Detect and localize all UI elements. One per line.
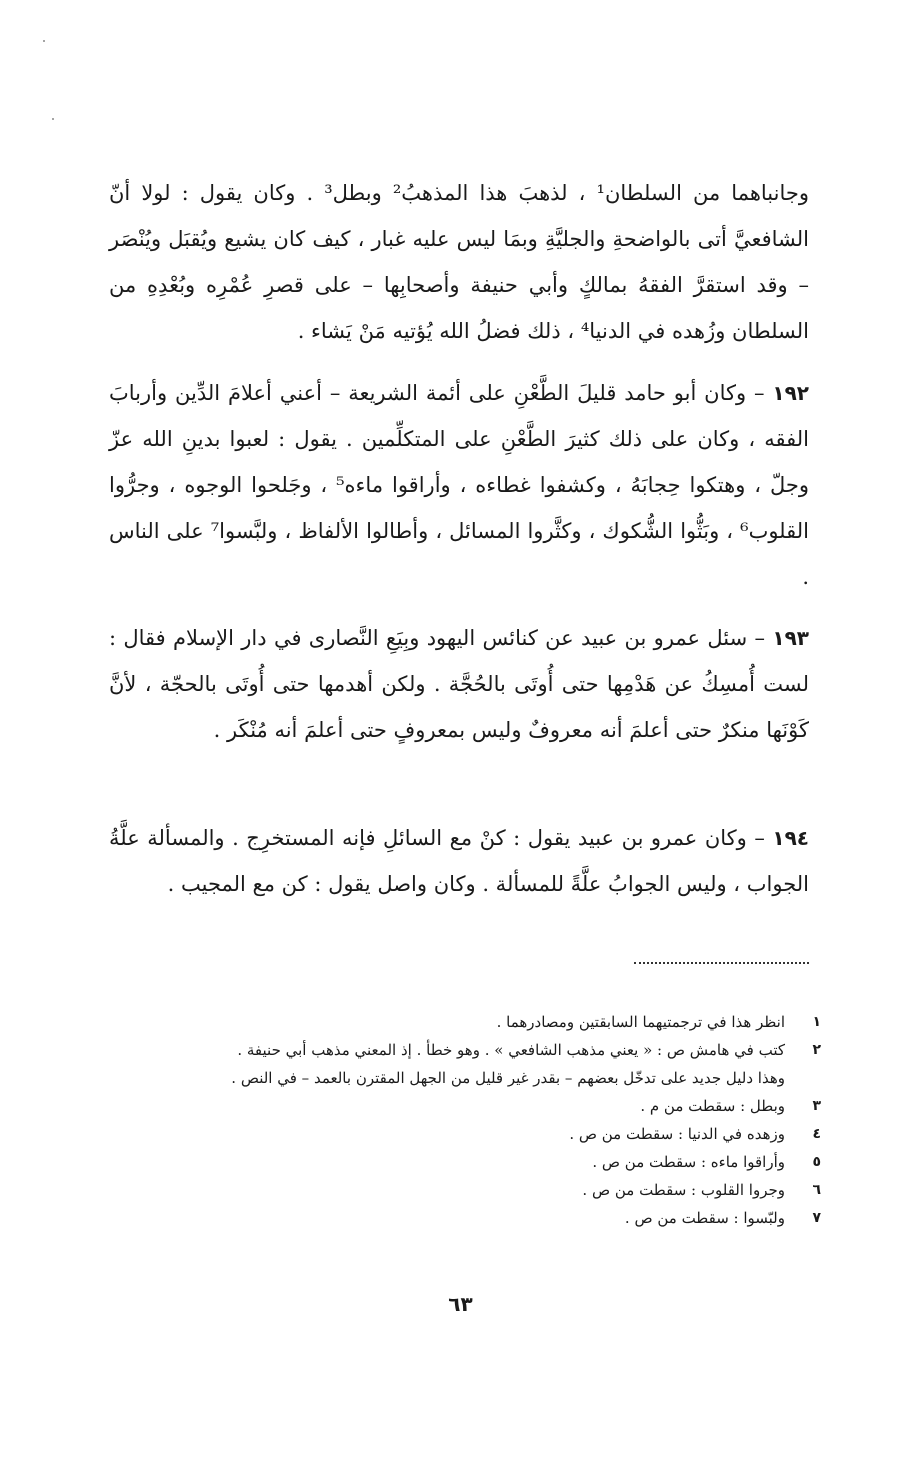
- page-number: ٦٣: [448, 1292, 473, 1316]
- paragraph-text: – وكان عمرو بن عبيد يقول : كنْ مع السائلِ فإنه المستخرِج . والمسألة علَّةُ الجواب ، وليس الجوابُ علَّةً للمسألة . وكان واصل يقول : كن مع المجيب .: [109, 826, 809, 896]
- paragraph-text: – سئل عمرو بن عبيد عن كنائس اليهود وبِيَعِ النَّصارى في دار الإسلام فقال : لست أُمسِكُ عن هَدْمِها حتى أُوتَى بالحُجَّة . ولكن أهدمها حتى أُوتَى بالحجّة ، لأنَّ كَوْنَها منكرٌ حتى أعلمَ أنه معروفٌ وليس بمعروفٍ حتى أعلمَ أنه مُنْكَر .: [109, 626, 809, 742]
- footnote-item: [121, 1092, 821, 1120]
- footnote-number: ٧: [812, 1210, 821, 1226]
- footnote-number: ٢: [812, 1042, 821, 1058]
- footnote-text: وأراقوا ماءه : سقطت من ص .: [592, 1153, 785, 1171]
- footnote-text: انظر هذا في ترجمتيهما السابقتين ومصادرهما .: [496, 1013, 785, 1031]
- footnote-item: [121, 1176, 821, 1204]
- paragraph-number: ١٩٢: [772, 381, 809, 405]
- footnote-text: وبطل : سقطت من م .: [640, 1097, 785, 1115]
- footnote-number: ٤: [812, 1126, 821, 1142]
- footnote-text: كتب في هامش ص : « يعني مذهب الشافعي » . وهو خطأ . إذ المعني مذهب أبي حنيفة .: [237, 1041, 785, 1059]
- footnote-text: وزهده في الدنيا : سقطت من ص .: [569, 1125, 785, 1143]
- scan-speck: [43, 40, 45, 42]
- paragraph-number: ١٩٣: [772, 626, 809, 650]
- footnote-text: وجروا القلوب : سقطت من ص .: [582, 1181, 785, 1199]
- footnote-item: [121, 1204, 821, 1232]
- paragraph-192: [109, 370, 809, 600]
- footnote-item: [121, 1008, 821, 1036]
- paragraph-intro: [109, 170, 809, 354]
- paragraph-text: – وكان أبو حامد قليلَ الطَّعْنِ على أئمة الشريعة – أعني أعلامَ الدِّين وأربابَ الفقه ، وكان على ذلك كثيرَ الطَّعْنِ على المتكلِّمين . يقول : لعبوا بدينِ الله عزّ وجلّ ، وهتكوا حِجابَهُ ، وكشفوا غطاءه ، وأراقوا ماءه⁵ ، وجَلحوا الوجوه ، وجرُّوا القلوب⁶ ، وبَثُّوا الشُّكوك ، وكثَّروا المسائل ، وأطالوا الألفاظ ، ولبَّسوا⁷ على الناس .: [109, 381, 809, 589]
- paragraph-text: وجانباهما من السلطان¹ ، لذهبَ هذا المذهبُ² وبطل³ . وكان يقول : لولا أنّ الشافعيَّ أتى بالواضحةِ والجليَّةِ وبمَا ليس عليه غبار ، كيف كان يشيع ويُقبَل ويُنْصَر – وقد استقرَّ الفقهُ بمالكٍ وأبي حنيفة وأصحابِها – على قصرِ عُمْرِه وبُعْدِهِ من السلطان وزُهده في الدنيا⁴ ، ذلك فضلُ الله يُؤتيه مَنْ يَشاء .: [109, 181, 810, 343]
- footnote-number: ١: [812, 1014, 821, 1030]
- footnote-number: ٦: [812, 1182, 821, 1198]
- scan-speck: [52, 118, 54, 120]
- paragraph-194: [109, 815, 809, 907]
- footnote-item: [121, 1120, 821, 1148]
- paragraph-number: ١٩٤: [772, 826, 809, 850]
- paragraph-193: [109, 615, 809, 753]
- footnote-separator: [634, 962, 809, 964]
- footnote-text: وهذا دليل جديد على تدخّل بعضهم – بقدر غير قليل من الجهل المقترن بالعمد – في النص .: [231, 1069, 785, 1087]
- footnote-number: ٥: [812, 1154, 821, 1170]
- footnote-item: [121, 1148, 821, 1176]
- footnote-number: ٣: [812, 1098, 821, 1114]
- footnote-item: [121, 1036, 821, 1092]
- footnotes-list: [121, 1008, 821, 1232]
- footnote-text: ولبّسوا : سقطت من ص .: [624, 1209, 785, 1227]
